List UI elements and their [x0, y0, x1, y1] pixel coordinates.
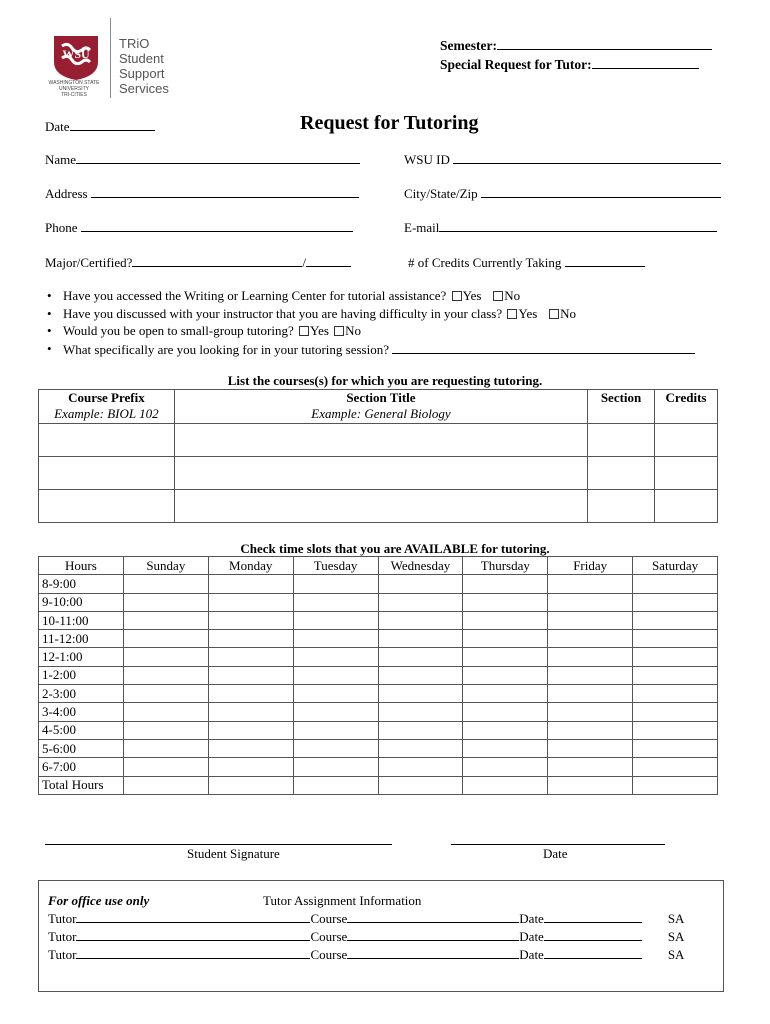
time-slot-cell[interactable] — [633, 593, 718, 611]
yes-checkbox[interactable] — [299, 326, 309, 336]
credits-col-label: Credits — [665, 390, 707, 405]
time-slot-cell[interactable] — [378, 758, 463, 776]
time-slot-cell[interactable] — [463, 648, 548, 666]
major-line[interactable] — [132, 254, 302, 267]
question-list — [45, 288, 735, 358]
day-header-thursday: Thursday — [463, 557, 548, 575]
hour-label: 12-1:00 — [39, 648, 124, 666]
section-title-header — [174, 390, 587, 424]
table-row — [39, 611, 718, 629]
name-field — [45, 151, 360, 168]
time-slot-cell[interactable] — [633, 685, 718, 703]
special-request-label: Special Request for Tutor: — [440, 57, 592, 72]
time-slot-cell[interactable] — [548, 593, 633, 611]
wsu-wordmark: WASHINGTON STATE UNIVERSITY TRI-CITIES — [48, 80, 100, 98]
time-slot-cell[interactable] — [633, 721, 718, 739]
time-slot-cell[interactable] — [378, 593, 463, 611]
time-slot-cell[interactable] — [633, 776, 718, 794]
time-slot-cell[interactable] — [633, 611, 718, 629]
time-slot-cell[interactable] — [378, 776, 463, 794]
assign-date-label: Date — [519, 947, 544, 962]
course-cell[interactable] — [174, 457, 587, 490]
time-slot-cell[interactable] — [123, 575, 208, 593]
time-slot-cell[interactable] — [633, 703, 718, 721]
time-slot-cell[interactable] — [123, 739, 208, 757]
time-slot-cell[interactable] — [463, 575, 548, 593]
section-label: Section — [600, 390, 642, 405]
time-slot-cell[interactable] — [123, 758, 208, 776]
yes-checkbox[interactable] — [507, 309, 517, 319]
major-label: Major/Certified? — [45, 255, 133, 270]
phone-line[interactable] — [81, 219, 353, 232]
course-prefix-header — [39, 390, 175, 424]
yes-label: Yes — [310, 323, 329, 338]
major-field — [45, 254, 351, 271]
time-slot-cell[interactable] — [463, 685, 548, 703]
time-slot-cell[interactable] — [208, 666, 293, 684]
table-row — [39, 721, 718, 739]
time-slot-cell[interactable] — [123, 685, 208, 703]
time-slot-cell[interactable] — [463, 593, 548, 611]
time-slot-cell[interactable] — [293, 593, 378, 611]
time-slot-cell[interactable] — [548, 703, 633, 721]
hour-label: 6-7:00 — [39, 758, 124, 776]
time-slot-cell[interactable] — [548, 611, 633, 629]
tutor-assignment-row — [48, 946, 684, 963]
time-slot-cell[interactable] — [208, 611, 293, 629]
student-signature-line[interactable] — [45, 844, 392, 845]
semester-line[interactable] — [497, 37, 712, 50]
question-item — [45, 323, 735, 341]
question-text: Would you be open to small-group tutoring? — [63, 323, 294, 338]
tutor-label: Tutor — [48, 929, 77, 944]
hour-label: 5-6:00 — [39, 739, 124, 757]
time-slot-cell[interactable] — [208, 575, 293, 593]
day-header-tuesday: Tuesday — [293, 557, 378, 575]
time-slot-cell[interactable] — [208, 648, 293, 666]
day-header-saturday: Saturday — [633, 557, 718, 575]
time-slot-cell[interactable] — [378, 703, 463, 721]
schedule-table — [38, 556, 718, 795]
time-slot-cell[interactable] — [548, 630, 633, 648]
time-slot-cell[interactable] — [293, 739, 378, 757]
assign-date-label: Date — [519, 911, 544, 926]
time-slot-cell[interactable] — [293, 630, 378, 648]
assign-date-line[interactable] — [544, 910, 642, 923]
table-row — [39, 424, 718, 457]
assign-date-line[interactable] — [544, 928, 642, 941]
course-label: Course — [310, 947, 348, 962]
course-cell[interactable] — [174, 424, 587, 457]
major-separator: / — [302, 255, 306, 270]
office-use-label: For office use only — [48, 893, 150, 908]
time-slot-cell[interactable] — [378, 721, 463, 739]
day-header-friday: Friday — [548, 557, 633, 575]
course-line[interactable] — [347, 928, 519, 941]
tutor-assignment-label: Tutor Assignment Information — [263, 893, 422, 908]
table-row — [39, 776, 718, 794]
time-slot-cell[interactable] — [208, 721, 293, 739]
email-field — [404, 219, 717, 236]
table-row — [39, 666, 718, 684]
semester-field — [440, 37, 712, 54]
city-field — [404, 185, 721, 202]
city-line[interactable] — [481, 185, 721, 198]
time-slot-cell[interactable] — [123, 630, 208, 648]
tutor-line[interactable] — [76, 946, 310, 959]
date-label: Date — [45, 119, 70, 134]
time-slot-cell[interactable] — [293, 758, 378, 776]
time-slot-cell[interactable] — [293, 611, 378, 629]
time-slot-cell[interactable] — [123, 703, 208, 721]
course-cell[interactable] — [174, 490, 587, 523]
signature-date-line[interactable] — [451, 844, 665, 845]
course-cell[interactable] — [39, 424, 175, 457]
time-slot-cell[interactable] — [208, 593, 293, 611]
email-line[interactable] — [439, 219, 717, 232]
course-cell[interactable] — [588, 424, 655, 457]
special-request-line[interactable] — [592, 56, 699, 69]
tutor-assignment-row — [48, 910, 684, 927]
table-row — [39, 593, 718, 611]
phone-label: Phone — [45, 220, 78, 235]
time-slot-cell[interactable] — [293, 721, 378, 739]
no-checkbox[interactable] — [493, 291, 503, 301]
time-slot-cell[interactable] — [123, 593, 208, 611]
hour-label: 10-11:00 — [39, 611, 124, 629]
time-slot-cell[interactable] — [548, 739, 633, 757]
day-header-sunday: Sunday — [123, 557, 208, 575]
time-slot-cell[interactable] — [208, 685, 293, 703]
special-request-field — [440, 56, 699, 73]
session-goal-line[interactable] — [392, 341, 695, 354]
time-slot-cell[interactable] — [123, 666, 208, 684]
section-header — [588, 390, 655, 424]
time-slot-cell[interactable] — [463, 758, 548, 776]
time-slot-cell[interactable] — [548, 685, 633, 703]
yes-label: Yes — [462, 288, 482, 303]
time-slot-cell[interactable] — [293, 648, 378, 666]
time-slot-cell[interactable] — [378, 739, 463, 757]
phone-field — [45, 219, 353, 236]
time-slot-cell[interactable] — [378, 666, 463, 684]
time-slot-cell[interactable] — [123, 721, 208, 739]
time-slot-cell[interactable] — [548, 575, 633, 593]
wsu-id-field — [404, 151, 721, 168]
hours-header: Hours — [39, 557, 124, 575]
course-prefix-label: Course Prefix — [68, 390, 145, 405]
table-row — [39, 685, 718, 703]
course-label: Course — [310, 929, 348, 944]
table-row — [39, 457, 718, 490]
course-cell[interactable] — [655, 457, 718, 490]
no-label: No — [504, 288, 521, 303]
section-title-label: Section Title — [346, 390, 416, 405]
time-slot-cell[interactable] — [123, 611, 208, 629]
name-label: Name — [45, 152, 77, 167]
credits-label: # of Credits Currently Taking — [408, 255, 562, 270]
time-slot-cell[interactable] — [208, 758, 293, 776]
address-field — [45, 185, 359, 202]
time-slot-cell[interactable] — [463, 739, 548, 757]
trio-logo-text: TRiO Student Support Services — [119, 36, 169, 96]
table-row — [39, 758, 718, 776]
question-item — [45, 306, 735, 324]
course-label: Course — [310, 911, 348, 926]
hour-label: 3-4:00 — [39, 703, 124, 721]
schedule-heading: Check time slots that you are AVAILABLE for tutoring. — [240, 541, 550, 556]
table-row — [39, 630, 718, 648]
svg-text:WSU: WSU — [62, 47, 90, 61]
signature-date-label: Date — [543, 846, 568, 861]
hour-label: 11-12:00 — [39, 630, 124, 648]
day-header-wednesday: Wednesday — [378, 557, 463, 575]
course-line[interactable] — [347, 910, 519, 923]
table-row — [39, 648, 718, 666]
time-slot-cell[interactable] — [378, 630, 463, 648]
time-slot-cell[interactable] — [378, 575, 463, 593]
yes-checkbox[interactable] — [452, 291, 462, 301]
table-row — [39, 739, 718, 757]
assign-date-line[interactable] — [544, 946, 642, 959]
time-slot-cell[interactable] — [208, 630, 293, 648]
wsu-id-line[interactable] — [453, 151, 721, 164]
time-slot-cell[interactable] — [633, 739, 718, 757]
question-text: What specifically are you looking for in your tutoring session? — [63, 341, 390, 357]
address-line[interactable] — [91, 185, 359, 198]
credits-header — [655, 390, 718, 424]
time-slot-cell[interactable] — [633, 630, 718, 648]
yes-label: Yes — [518, 305, 538, 321]
schedule-body — [39, 575, 718, 795]
hour-label: 2-3:00 — [39, 685, 124, 703]
question-text: Have you discussed with your instructor that you are having difficulty in your class? — [63, 305, 503, 321]
course-cell[interactable] — [588, 457, 655, 490]
section-title-example: Example: General Biology — [311, 406, 451, 421]
time-slot-cell[interactable] — [123, 648, 208, 666]
time-slot-cell[interactable] — [293, 776, 378, 794]
time-slot-cell[interactable] — [293, 666, 378, 684]
time-slot-cell[interactable] — [633, 648, 718, 666]
time-slot-cell[interactable] — [208, 776, 293, 794]
page-title: Request for Tutoring — [300, 112, 479, 134]
address-label: Address — [45, 186, 88, 201]
time-slot-cell[interactable] — [548, 721, 633, 739]
time-slot-cell[interactable] — [463, 703, 548, 721]
tutor-label: Tutor — [48, 911, 77, 926]
course-cell[interactable] — [655, 424, 718, 457]
course-cell[interactable] — [655, 490, 718, 523]
hour-label: 8-9:00 — [39, 575, 124, 593]
table-row — [39, 490, 718, 523]
city-label: City/State/Zip — [404, 186, 478, 201]
sa-label: SA — [667, 947, 685, 962]
date-line[interactable] — [70, 118, 155, 131]
logo-divider — [110, 18, 111, 98]
time-slot-cell[interactable] — [378, 648, 463, 666]
time-slot-cell[interactable] — [633, 666, 718, 684]
time-slot-cell[interactable] — [123, 776, 208, 794]
time-slot-cell[interactable] — [548, 758, 633, 776]
time-slot-cell[interactable] — [633, 575, 718, 593]
time-slot-cell[interactable] — [463, 611, 548, 629]
time-slot-cell[interactable] — [208, 739, 293, 757]
question-text: Have you accessed the Writing or Learning Center for tutorial assistance? — [63, 288, 447, 303]
time-slot-cell[interactable] — [293, 575, 378, 593]
schedule-header-row — [39, 557, 718, 575]
time-slot-cell[interactable] — [378, 611, 463, 629]
time-slot-cell[interactable] — [463, 721, 548, 739]
time-slot-cell[interactable] — [293, 685, 378, 703]
tutor-line[interactable] — [76, 928, 310, 941]
semester-label: Semester: — [440, 38, 497, 53]
sa-label: SA — [667, 911, 685, 926]
time-slot-cell[interactable] — [548, 776, 633, 794]
hour-label: 4-5:00 — [39, 721, 124, 739]
assign-date-label: Date — [519, 929, 544, 944]
name-line[interactable] — [76, 151, 360, 164]
courses-heading: List the courses(s) for which you are requesting tutoring. — [227, 373, 543, 388]
no-label: No — [560, 305, 576, 321]
course-table — [38, 389, 718, 523]
wsu-id-label: WSU ID — [404, 152, 450, 167]
no-checkbox[interactable] — [334, 326, 344, 336]
sa-label: SA — [667, 929, 685, 944]
time-slot-cell[interactable] — [293, 703, 378, 721]
credits-line[interactable] — [565, 254, 645, 267]
hour-label: 9-10:00 — [39, 593, 124, 611]
question-item — [45, 341, 735, 359]
no-checkbox[interactable] — [549, 309, 559, 319]
course-prefix-example: Example: BIOL 102 — [54, 406, 159, 421]
student-signature-label: Student Signature — [187, 846, 280, 861]
email-label: E-mail — [404, 220, 440, 235]
course-cell[interactable] — [588, 490, 655, 523]
date-field — [45, 118, 155, 135]
no-label: No — [345, 323, 362, 338]
time-slot-cell[interactable] — [378, 685, 463, 703]
certified-line[interactable] — [306, 254, 351, 267]
question-item — [45, 288, 735, 306]
time-slot-cell[interactable] — [548, 666, 633, 684]
time-slot-cell[interactable] — [208, 703, 293, 721]
course-line[interactable] — [347, 946, 519, 959]
hour-label: Total Hours — [39, 776, 124, 794]
tutor-assignment-row — [48, 928, 684, 945]
tutor-label: Tutor — [48, 947, 77, 962]
time-slot-cell[interactable] — [463, 776, 548, 794]
day-header-monday: Monday — [208, 557, 293, 575]
credits-field — [408, 254, 645, 271]
time-slot-cell[interactable] — [463, 630, 548, 648]
hour-label: 1-2:00 — [39, 666, 124, 684]
table-row — [39, 575, 718, 593]
table-row — [39, 703, 718, 721]
time-slot-cell[interactable] — [548, 648, 633, 666]
time-slot-cell[interactable] — [633, 758, 718, 776]
time-slot-cell[interactable] — [463, 666, 548, 684]
course-cell[interactable] — [39, 457, 175, 490]
tutor-line[interactable] — [76, 910, 310, 923]
course-cell[interactable] — [39, 490, 175, 523]
